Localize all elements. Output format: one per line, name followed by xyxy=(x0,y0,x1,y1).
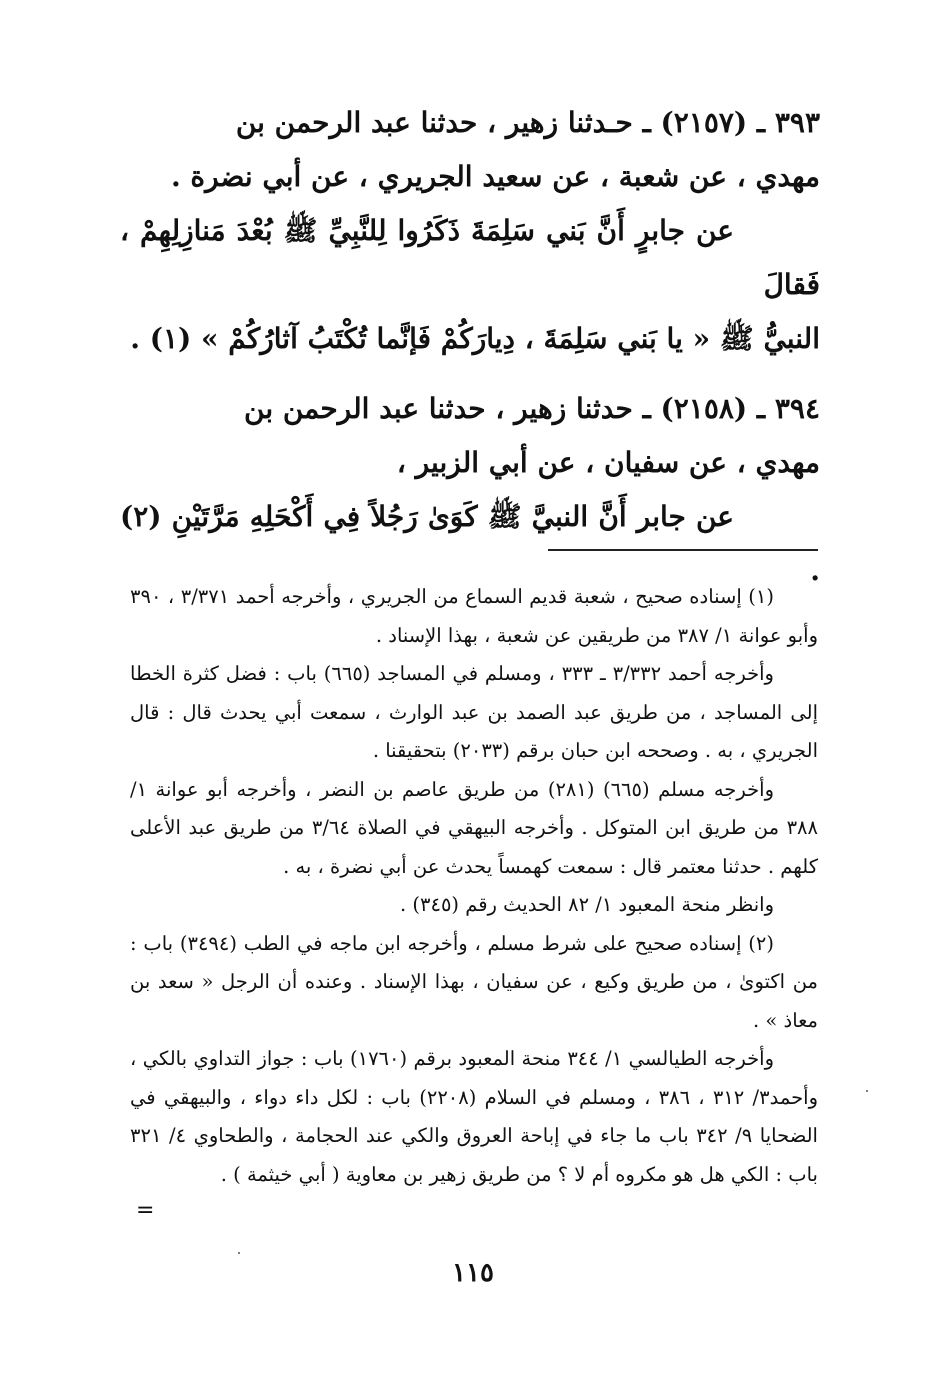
hadith-isnad-line: مهدي ، عن شعبة ، عن سعيد الجريري ، عن أبي نضرة . xyxy=(170,160,820,193)
page-number: ١١٥ xyxy=(452,1258,494,1288)
hadith-isnad-line: ٣٩٣ ـ (٢١٥٧) ـ حـدثنا زهير ، حدثنا عبد الرحمن بن xyxy=(235,106,820,139)
main-text xyxy=(120,96,820,614)
scan-speck xyxy=(866,1090,868,1092)
hadith-isnad-line: ٣٩٤ ـ (٢١٥٨) ـ حدثنا زهير ، حدثنا عبد الرحمن بن xyxy=(244,392,820,425)
footnote-paragraph: وأخرجه أحمد ٣/٣٣٢ ـ ٣٣٣ ، ومسلم في المساجد (٦٦٥) باب : فضل كثرة الخطا إلى المساجد ، من طريق عبد الصمد بن عبد الوارث ، سمعت أبي يحدث قال : قال الجريري ، به . وصححه ابن حبان برقم (٢٠٣٣) بتحقيقنا . xyxy=(130,662,818,762)
footnote-paragraph: (١) إسناده صحيح ، شعبة قديم السماع من الجريري ، وأخرجه أحمد ٣/٣٧١ ، ٣٩٠ وأبو عوانة ١/ ٣٨٧ من طريقين عن شعبة ، بهذا الإسناد . xyxy=(130,585,818,647)
footnote-divider xyxy=(548,549,818,551)
hadith-matn-line: عن جابرٍ أَنَّ بَني سَلِمَةَ ذَكَرُوا لِلنَّبِيِّ ﷺ بُعْدَ مَنازِلِهِمْ ، فَقالَ xyxy=(120,214,820,301)
footnote-paragraph: (٢) إسناده صحيح على شرط مسلم ، وأخرجه ابن ماجه في الطب (٣٤٩٤) باب : من اكتوىٰ ، من طريق وكيع ، عن سفيان ، بهذا الإسناد . وعنده أن الرجل « سعد بن معاذ » . xyxy=(130,931,818,1032)
continuation-mark: = xyxy=(136,1198,155,1223)
hadith-isnad-line: مهدي ، عن سفيان ، عن أبي الزبير ، xyxy=(396,446,820,479)
footnote-paragraph: وأخرجه الطيالسي ١/ ٣٤٤ منحة المعبود برقم (١٧٦٠) باب : جواز التداوي بالكي ، وأحمد٣/ ٣١٢ ، ٣٨٦ ، ومسلم في السلام (٢٢٠٨) باب : لكل داء دواء ، والبيهقي في الضحايا ٩/ ٣٤٢ باب ما جاء في إباحة العروق والكي عند الحجامة ، والطحاوي ٤/ ٣٢١ باب : الكي هل هو مكروه أم لا ؟ من طريق زهير بن معاوية ( أبي خيثمة ) . xyxy=(130,1047,818,1186)
footnote-paragraph: وأخرجه مسلم (٦٦٥) (٢٨١) من طريق عاصم بن النضر ، وأخرجه أبو عوانة ١/ ٣٨٨ من طريق ابن المتوكل . وأخرجه البيهقي في الصلاة ٣/٦٤ من طريق عبد الأعلى كلهم . حدثنا معتمر قال : سمعت كهمساً يحدث عن أبي نضرة ، به . xyxy=(130,777,818,878)
hadith-matn-line: عن جابر أَنَّ النبيَّ ﷺ كَوَىٰ رَجُلاً فِي أَكْحَلِهِ مَرَّتَيْنِ (٢) . xyxy=(120,500,820,587)
hadith-394 xyxy=(120,382,820,598)
hadith-matn-line: النبيُّ ﷺ « يا بَني سَلِمَةَ ، دِيارَكُمْ فَإنَّما تُكْتَبُ آثارُكُمْ » (١) . xyxy=(130,322,820,355)
hadith-393 xyxy=(120,96,820,366)
scan-speck xyxy=(238,1252,240,1254)
footnote-paragraph: وانظر منحة المعبود ١/ ٨٢ الحديث رقم (٣٤٥) . xyxy=(399,893,774,916)
footnotes xyxy=(130,578,818,1194)
